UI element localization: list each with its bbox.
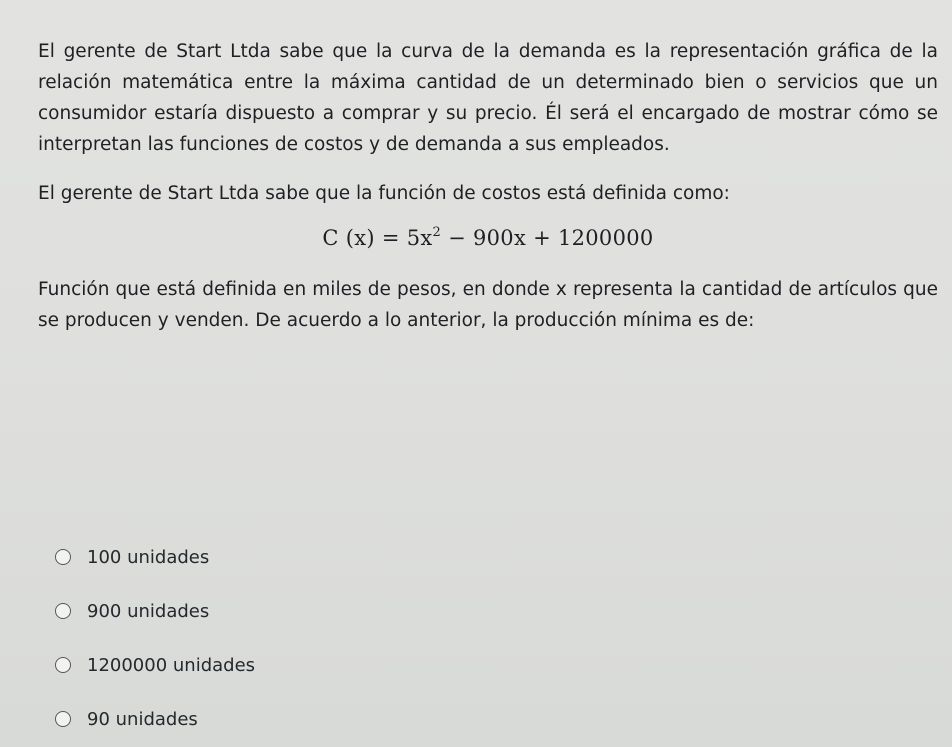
question-paragraph-definition: El gerente de Start Ltda sabe que la función de costos está definida como: <box>38 183 730 204</box>
answer-option-2[interactable] <box>55 584 255 638</box>
answer-option-1[interactable] <box>55 530 255 584</box>
radio-button-icon[interactable] <box>55 711 71 727</box>
answer-option-4[interactable] <box>55 692 255 746</box>
formula-exponent: 2 <box>432 225 442 240</box>
radio-button-icon[interactable] <box>55 657 71 673</box>
answer-option-label: 100 unidades <box>87 546 210 568</box>
question-block <box>38 36 938 336</box>
question-paragraph-prompt: Función que está definida en miles de pesos, en donde x representa la cantidad de artículos que se producen y venden. De acuerdo a lo anterior, la producción mínima es de: <box>38 279 938 331</box>
formula-rest: − 900x + 1200000 <box>441 226 654 250</box>
radio-button-icon[interactable] <box>55 549 71 565</box>
answer-option-label: 1200000 unidades <box>87 654 256 676</box>
answer-option-3[interactable] <box>55 638 255 692</box>
formula-lhs: C (x) = <box>322 226 400 250</box>
formula-term1: 5x <box>406 226 433 250</box>
question-paragraph-context: El gerente de Start Ltda sabe que la curva de la demanda es la representación gráfica de la relación matemática entre la máxima cantidad de un determinado bien o servicios que un consumidor estaría dispuesto a comprar y su precio. Él será el encargado de mostrar cómo se interpretan las funciones de costos y de demanda a sus empleados. <box>38 41 938 155</box>
answer-options <box>55 530 255 746</box>
answer-option-label: 900 unidades <box>87 600 210 622</box>
answer-option-label: 90 unidades <box>87 708 198 730</box>
cost-function-formula <box>38 225 938 250</box>
radio-button-icon[interactable] <box>55 603 71 619</box>
